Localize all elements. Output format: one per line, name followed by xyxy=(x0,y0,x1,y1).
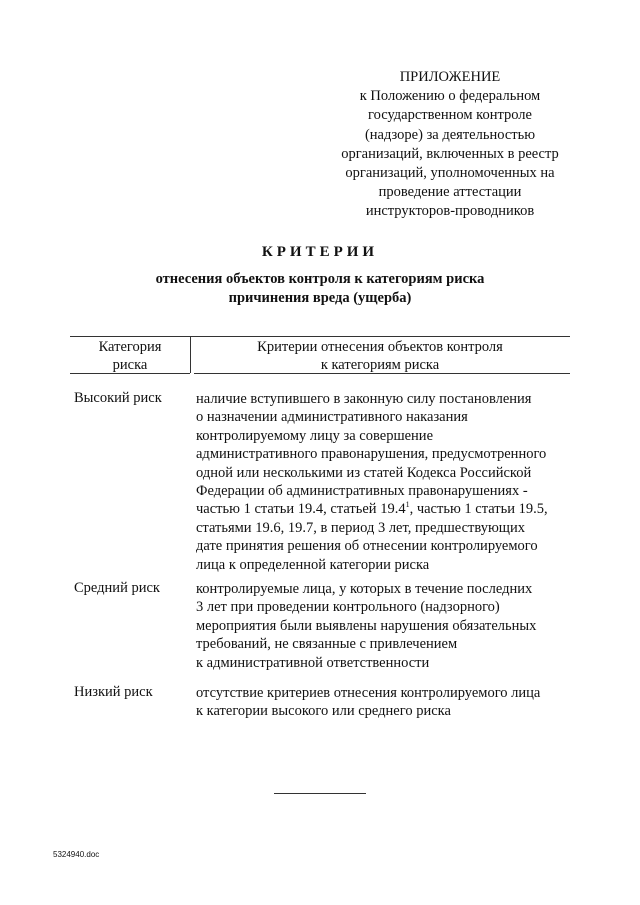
appendix-line: организаций, уполномоченных на xyxy=(345,165,555,182)
appendix-line: организаций, включенных в реестр xyxy=(341,145,559,162)
criteria-line: о назначении административного наказания xyxy=(196,409,468,426)
criteria-line xyxy=(196,500,548,518)
column-header-criteria xyxy=(190,338,570,374)
criteria-line: административного правонарушения, предусмотренного xyxy=(196,446,547,463)
appendix-line: инструкторов-проводников xyxy=(365,203,535,220)
subtitle-line: отнесения объектов контроля к категориям риска xyxy=(155,271,485,287)
table-top-rule xyxy=(70,336,570,337)
appendix-line: (надзоре) за деятельностью xyxy=(364,126,536,143)
header-line: риска xyxy=(112,357,148,373)
row-criteria-high xyxy=(196,390,548,574)
criteria-line: к административной ответственности xyxy=(196,654,430,671)
criteria-line: наличие вступившего в законную силу постановления xyxy=(196,391,532,407)
header-line: к категориям риска xyxy=(320,357,440,373)
document-subtitle xyxy=(0,270,640,308)
criteria-line: контролируемые лица, у которых в течение последних xyxy=(196,581,533,597)
footer-filename: 5324940.doc xyxy=(53,850,100,859)
criteria-text: , частью 1 статьи 19.5, xyxy=(409,501,548,518)
row-category-medium: Средний риск xyxy=(74,580,160,596)
criteria-line: 3 лет при проведении контрольного (надзорного) xyxy=(196,599,500,616)
closing-separator xyxy=(274,793,366,794)
appendix-header xyxy=(320,68,580,222)
row-criteria-low xyxy=(196,684,540,721)
criteria-line: контролируемому лицу за совершение xyxy=(196,427,433,444)
row-criteria-medium xyxy=(196,580,536,672)
criteria-line: Федерации об административных правонарушениях - xyxy=(196,483,528,500)
criteria-text: частью 1 статьи 19.4, статьей 19.4 xyxy=(196,501,406,518)
criteria-line: требований, не связанные с привлечением xyxy=(196,636,458,653)
row-category-low: Низкий риск xyxy=(74,684,153,700)
document-title: КРИТЕРИИ xyxy=(261,244,379,260)
criteria-line: одной или несколькими из статей Кодекса Российской xyxy=(196,464,532,481)
subtitle-line: причинения вреда (ущерба) xyxy=(228,290,412,306)
criteria-line: лица к определенной категории риска xyxy=(196,556,430,573)
criteria-line: дате принятия решения об отнесении контролируемого xyxy=(196,538,538,555)
criteria-line: к категории высокого или среднего риска xyxy=(196,703,451,720)
criteria-line: статьями 19.6, 19.7, в период 3 лет, предшествующих xyxy=(196,519,525,536)
row-category-high: Высокий риск xyxy=(74,390,162,406)
header-line: Категория xyxy=(98,339,162,355)
header-line: Критерии отнесения объектов контроля xyxy=(257,339,503,355)
appendix-line: государственном контроле xyxy=(368,107,532,124)
appendix-line: к Положению о федеральном xyxy=(359,88,541,105)
criteria-line: отсутствие критериев отнесения контролируемого лица xyxy=(196,685,541,701)
superscript: 1 xyxy=(405,500,410,510)
column-header-category xyxy=(70,338,190,374)
appendix-line: проведение аттестации xyxy=(378,184,522,201)
criteria-line: мероприятия были выявлены нарушения обязательных xyxy=(196,617,537,634)
appendix-line: ПРИЛОЖЕНИЕ xyxy=(399,69,501,85)
